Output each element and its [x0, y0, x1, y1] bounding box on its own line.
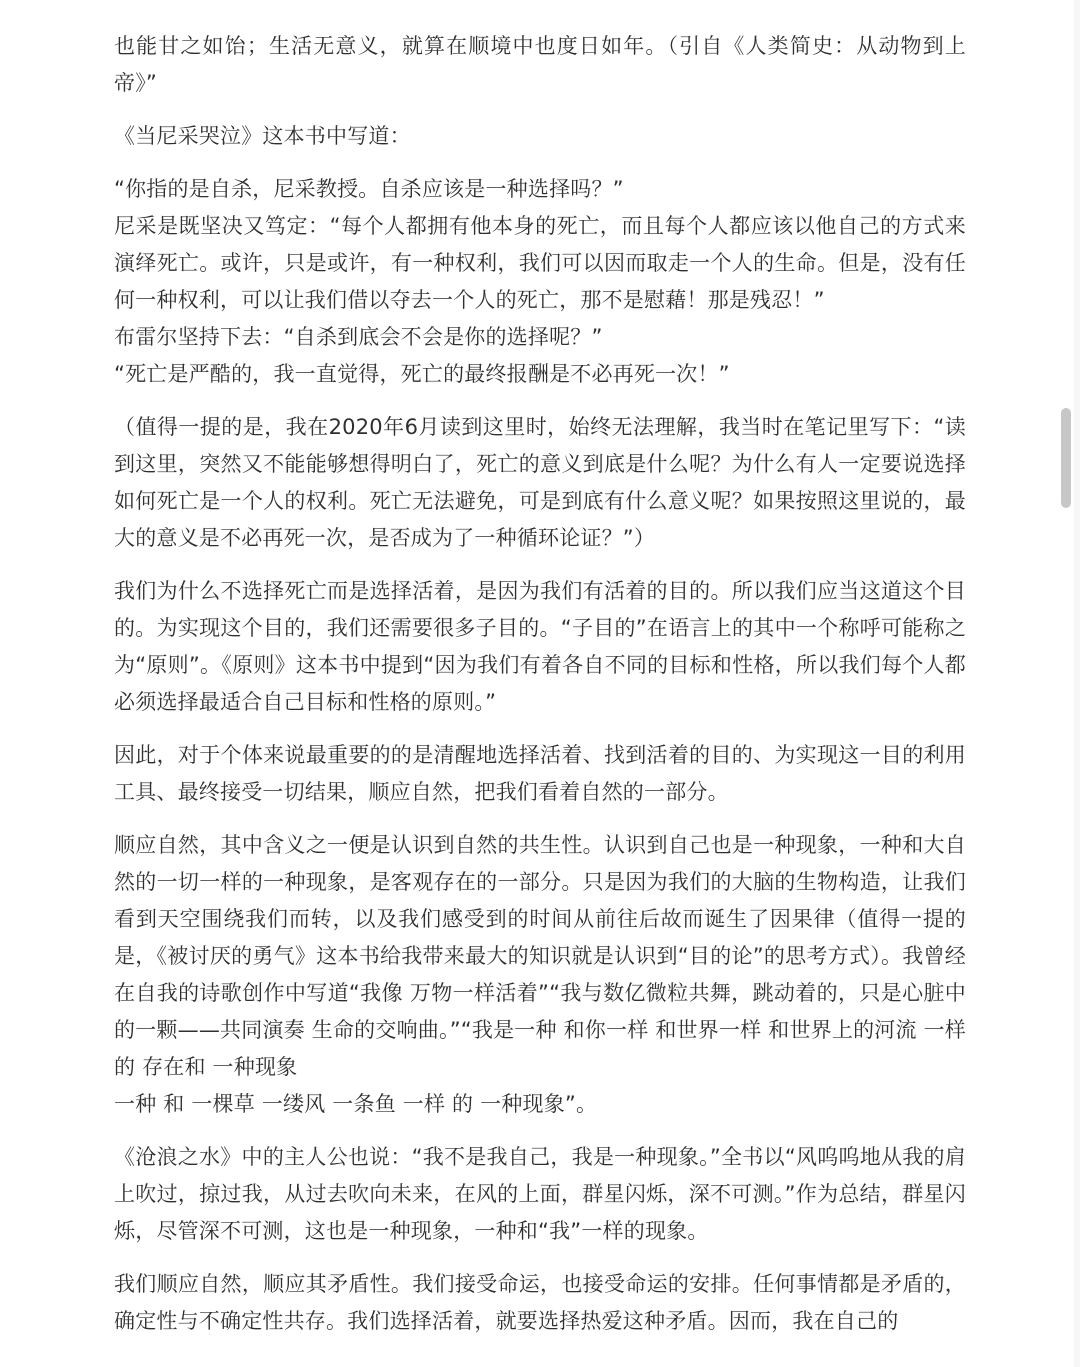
scrollbar-thumb[interactable] [1061, 408, 1071, 508]
paragraph-poem-line: 一种 和 一棵草 一缕风 一条鱼 一样 的 一种现象”。 [114, 1092, 598, 1116]
paragraph-novel-quote: 《沧浪之水》中的主人公也说：“我不是我自己，我是一种现象。”全书以“风呜呜地从我的肩上吹过，掠过我，从过去吹向未来，在风的上面，群星闪烁，深不可测。”作为总结，群星闪烁，尽管深不可测，这也是一种现象，一种和“我”一样的现象。 [114, 1145, 966, 1243]
paragraph-dialogue-3: 布雷尔坚持下去：“自杀到底会不会是你的选择呢？” [114, 325, 603, 349]
scroll-track [1074, 0, 1080, 1367]
paragraph-contradiction: 我们顺应自然，顺应其矛盾性。我们接受命运，也接受命运的安排。任何事情都是矛盾的，确定性与不确定性共存。我们选择活着，就要选择热爱这种矛盾。因而，我在自己的 [114, 1272, 966, 1333]
paragraph-nature: 顺应自然，其中含义之一便是认识到自然的共生性。认识到自己也是一种现象，一种和大自然的一切一样的一种现象，是客观存在的一部分。只是因为我们的大脑的生物构造，让我们看到天空围绕我们而转，以及我们感受到的时间从前往后故而诞生了因果律（值得一提的是，《被讨厌的勇气》这本书给我带来最大的知识就是认识到“目的论”的思考方式）。我曾经在自我的诗歌创作中写道“我像 万物一样活着”“我与数亿微粒共舞，跳动着的，只是心脏中的一颗——共同演奏 生命的交响曲。”“我是一种 和你一样 和世界一样 和世界上的河流 一样 的 存在和 一种现象 [114, 833, 966, 1079]
article-body [114, 28, 966, 1356]
paragraph-dialogue-4: “死亡是严酷的，我一直觉得，死亡的最终报酬是不必再死一次！” [114, 362, 730, 386]
paragraph-purpose: 我们为什么不选择死亡而是选择活着，是因为我们有活着的目的。所以我们应当这道这个目的。为实现这个目的，我们还需要很多子目的。“子目的”在语言上的其中一个称呼可能称之为“原则”。《原则》这本书中提到“因为我们有着各自不同的目标和性格，所以我们每个人都必须选择最适合自己目标和性格的原则。” [114, 579, 966, 714]
paragraph-book-intro: 《当尼采哭泣》这本书中写道： [114, 124, 411, 148]
paragraph-quote-ending: 也能甘之如饴；生活无意义，就算在顺境中也度日如年。（引自《人类简史：从动物到上帝》” [114, 34, 966, 95]
paragraph-note: （值得一提的是，我在2020年6月读到这里时，始终无法理解，我当时在笔记里写下：“读到这里，突然又不能能够想得明白了，死亡的意义到底是什么呢？为什么有人一定要说选择如何死亡是一个人的权利。死亡无法避免，可是到底有什么意义呢？如果按照这里说的，最大的意义是不必再死一次，是否成为了一种循环论证？”） [114, 415, 966, 550]
paragraph-dialogue-1: “你指的是自杀，尼采教授。自杀应该是一种选择吗？” [114, 177, 624, 201]
paragraph-conclusion: 因此，对于个体来说最重要的的是清醒地选择活着、找到活着的目的、为实现这一目的利用工具、最终接受一切结果，顺应自然，把我们看着自然的一部分。 [114, 743, 966, 804]
paragraph-dialogue-2: 尼采是既坚决又笃定：“每个人都拥有他本身的死亡，而且每个人都应该以他自己的方式来演绎死亡。或许，只是或许，有一种权利，我们可以因而取走一个人的生命。但是，没有任何一种权利，可以让我们借以夺去一个人的死亡，那不是慰藉！那是残忍！” [114, 214, 966, 312]
